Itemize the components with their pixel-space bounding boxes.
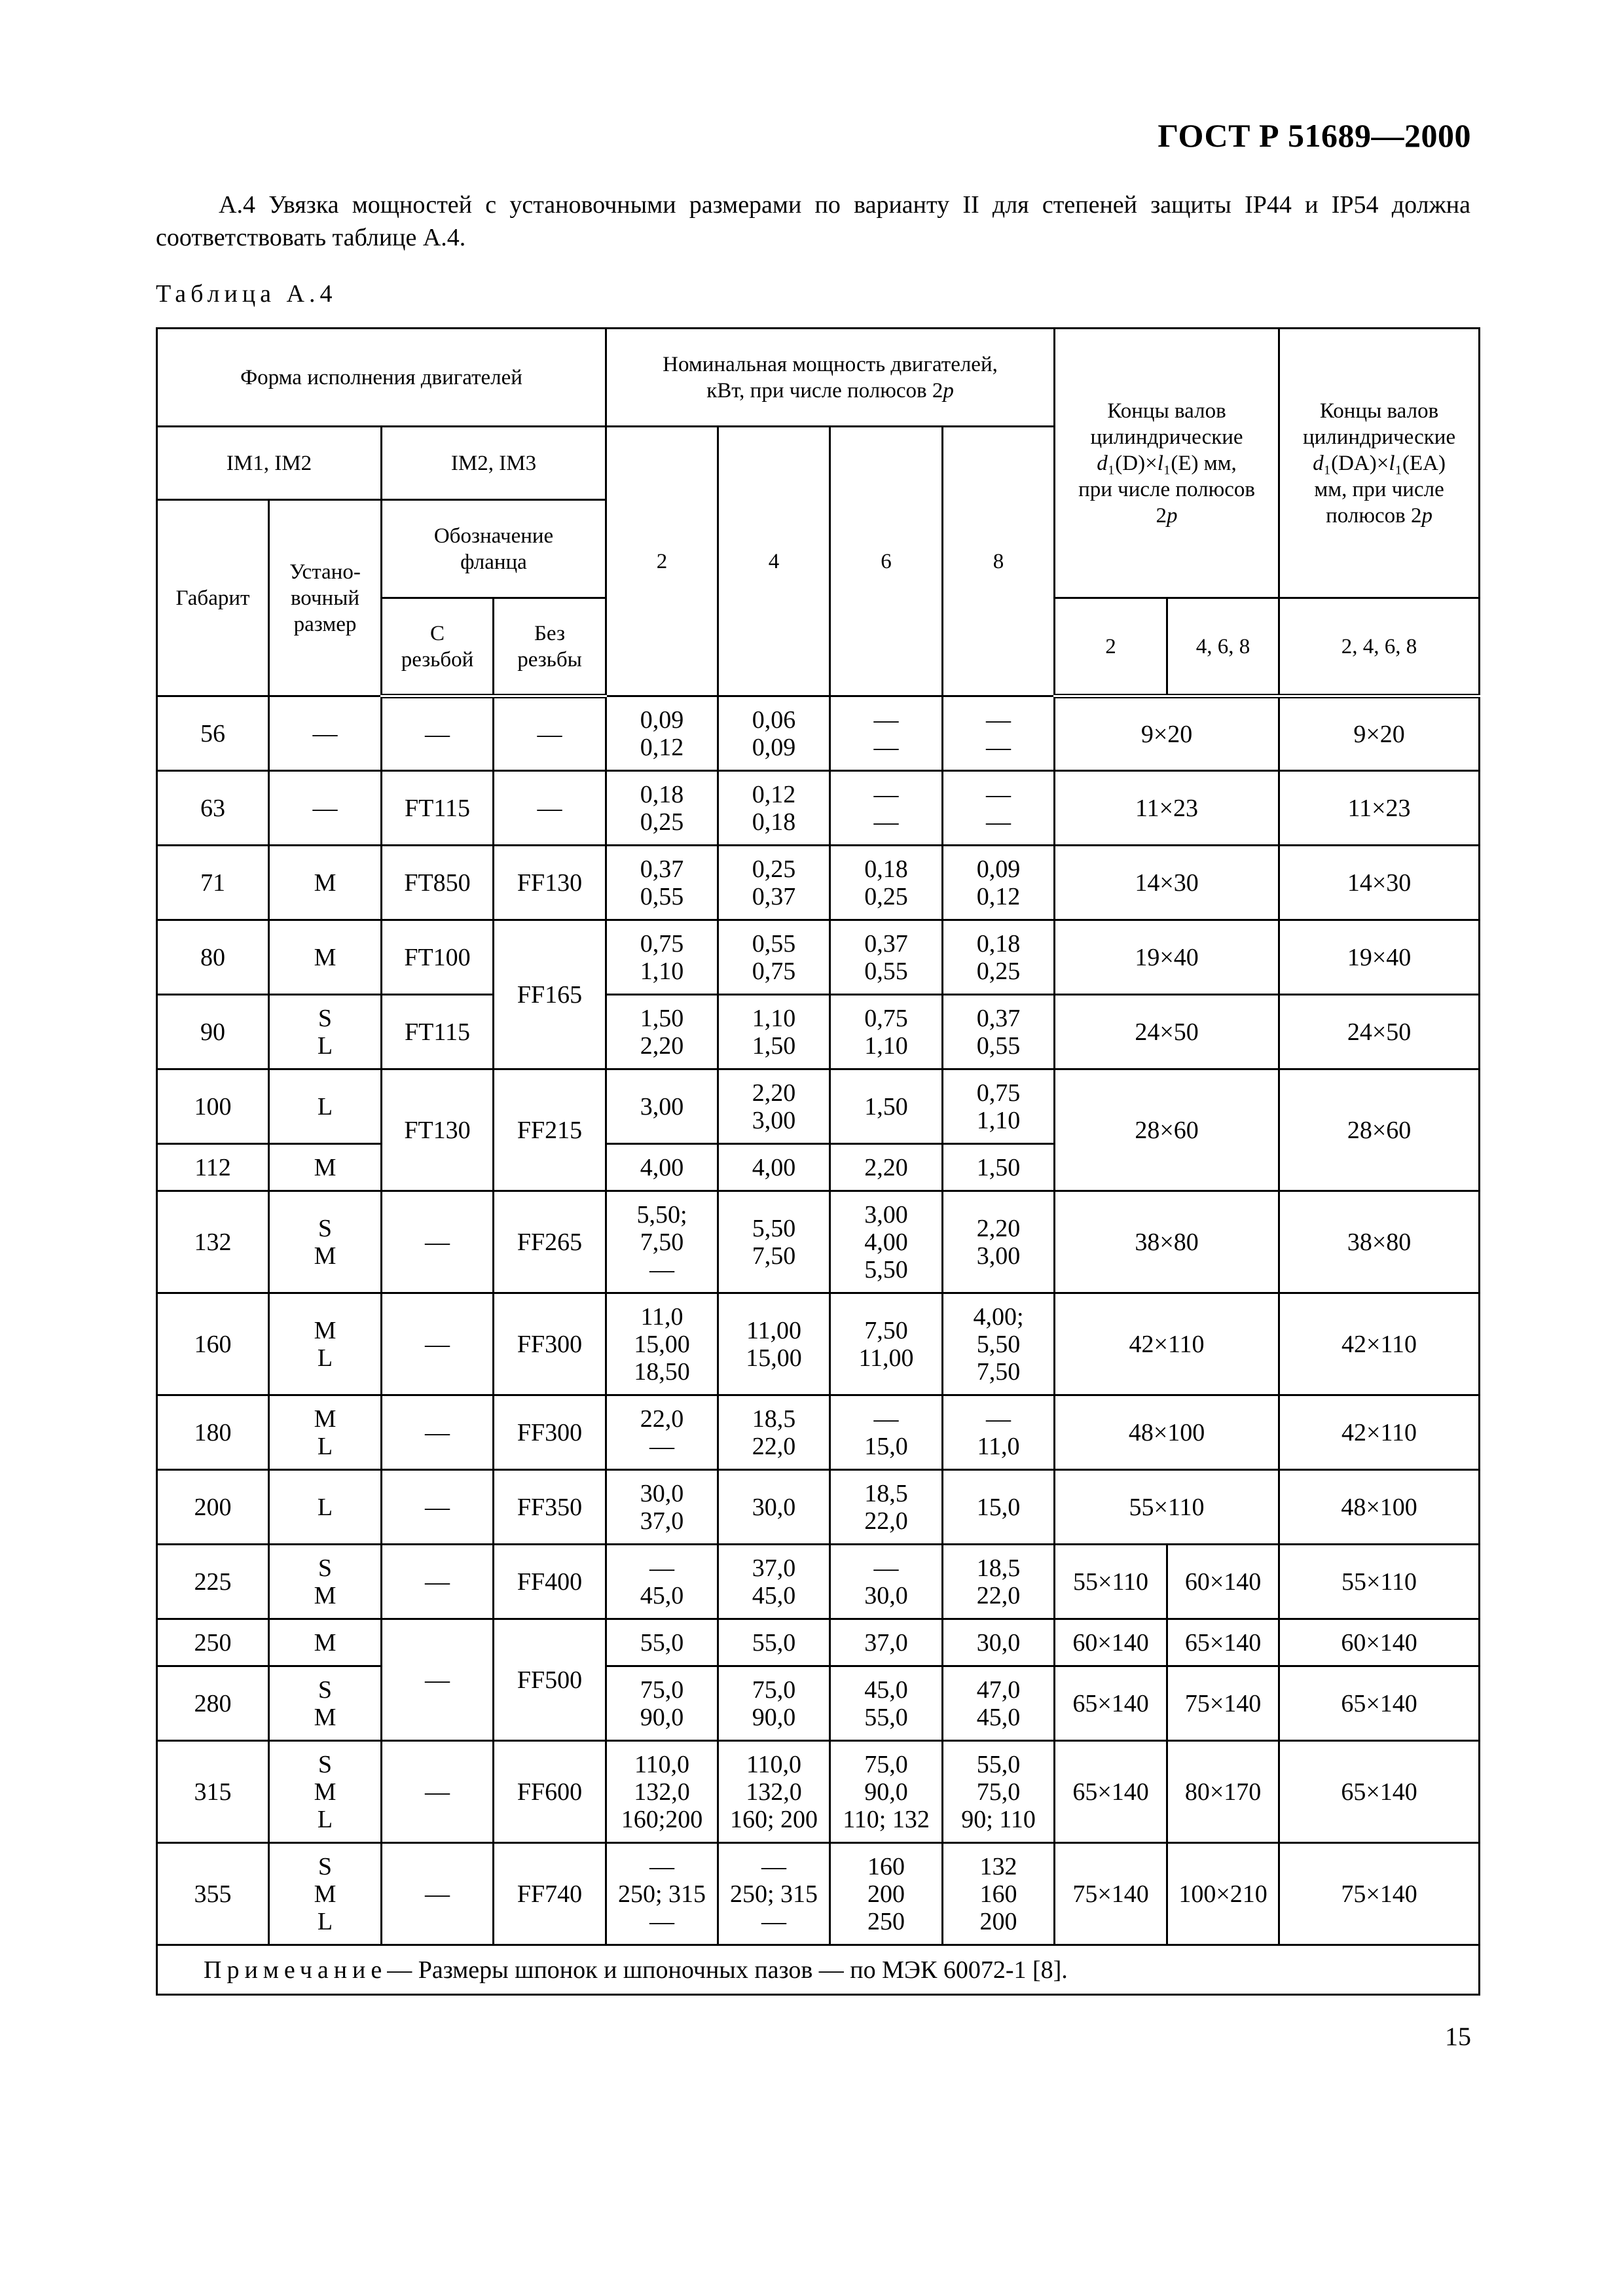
cell-shaft-d: 28×60 [1055, 1069, 1279, 1191]
cell-size: S M [269, 1666, 382, 1741]
cell-size: L [269, 1470, 382, 1545]
cell-p4: 2,20 3,00 [718, 1069, 830, 1144]
cell-shaft-d: 24×50 [1055, 995, 1279, 1069]
table-row [157, 1293, 1480, 1395]
cell-p8: 18,5 22,0 [943, 1545, 1055, 1619]
cell-ff: FF265 [494, 1191, 606, 1293]
cell-p8: — — [943, 696, 1055, 771]
cell-shaft-da: 11×23 [1279, 771, 1480, 846]
cell-p8: 2,20 3,00 [943, 1191, 1055, 1293]
cell-p6: 160 200 250 [830, 1843, 943, 1945]
cell-p2: 1,50 2,20 [606, 995, 718, 1069]
cell-gabarit: 180 [157, 1395, 269, 1470]
cell-shaft-d: 11×23 [1055, 771, 1279, 846]
table-row [157, 696, 1480, 771]
cell-shaft-da: 28×60 [1279, 1069, 1480, 1191]
power-table [156, 327, 1480, 1996]
cell-size: S M L [269, 1843, 382, 1945]
cell-p2: 0,37 0,55 [606, 846, 718, 920]
cell-p2: 0,75 1,10 [606, 920, 718, 995]
cell-p6: — — [830, 696, 943, 771]
cell-ft: — [382, 1293, 494, 1395]
table-row [157, 1470, 1480, 1545]
cell-size: — [269, 771, 382, 846]
cell-ff: FF300 [494, 1395, 606, 1470]
cell-size: M [269, 1144, 382, 1191]
cell-gabarit: 280 [157, 1666, 269, 1741]
cell-ff: FF600 [494, 1741, 606, 1843]
table-row [157, 1741, 1480, 1843]
table-note-row [157, 1945, 1480, 1995]
header-shaft-da: Концы валов цилиндрические d₁(DA)×l₁(EA) мм, при числе полюсов 2p [1279, 329, 1480, 598]
cell-gabarit: 71 [157, 846, 269, 920]
cell-ft: — [382, 1395, 494, 1470]
cell-size: — [269, 696, 382, 771]
header-gabarit: Габарит [157, 500, 269, 696]
cell-ff: FF740 [494, 1843, 606, 1945]
header-power: Номинальная мощность двигателей, кВт, при числе полюсов 2p [606, 329, 1055, 427]
cell-gabarit: 200 [157, 1470, 269, 1545]
cell-p6: 18,5 22,0 [830, 1470, 943, 1545]
cell-p2: 0,09 0,12 [606, 696, 718, 771]
table-row [157, 995, 1480, 1069]
cell-p2: 3,00 [606, 1069, 718, 1144]
cell-shaft-d: 38×80 [1055, 1191, 1279, 1293]
cell-p4: 4,00 [718, 1144, 830, 1191]
cell-ff: FF215 [494, 1069, 606, 1191]
cell-p2: — 45,0 [606, 1545, 718, 1619]
cell-p4: 110,0 132,0 160; 200 [718, 1741, 830, 1843]
cell-p4: 11,00 15,00 [718, 1293, 830, 1395]
cell-ft: FT850 [382, 846, 494, 920]
cell-ff: — [494, 696, 606, 771]
cell-p6: 0,37 0,55 [830, 920, 943, 995]
page-number: 15 [1445, 2022, 1471, 2051]
header-flange: Обозначение фланца [382, 500, 606, 598]
header-poles-2: 2 [606, 427, 718, 696]
cell-shaft-da: 75×140 [1279, 1843, 1480, 1945]
cell-p4: 1,10 1,50 [718, 995, 830, 1069]
cell-shaft-d: 9×20 [1055, 696, 1279, 771]
cell-shaft-d: 42×110 [1055, 1293, 1279, 1395]
cell-gabarit: 100 [157, 1069, 269, 1144]
header-shaft-d: Концы валов цилиндрические d₁(D)×l₁(E) мм, при числе полюсов 2p [1055, 329, 1279, 598]
cell-p4: 0,06 0,09 [718, 696, 830, 771]
cell-p4: 5,50 7,50 [718, 1191, 830, 1293]
cell-ff: FF500 [494, 1619, 606, 1741]
header-with-thread: С резьбой [382, 598, 494, 696]
header-shaft-poles-2468: 2, 4, 6, 8 [1279, 598, 1480, 696]
cell-p6: 1,50 [830, 1069, 943, 1144]
cell-shaft-d-468: 100×210 [1167, 1843, 1279, 1945]
paragraph-a4 [156, 188, 1470, 254]
cell-shaft-da: 60×140 [1279, 1619, 1480, 1666]
cell-ff: — [494, 771, 606, 846]
cell-p2: 75,0 90,0 [606, 1666, 718, 1741]
header-poles-4: 4 [718, 427, 830, 696]
cell-size: M [269, 920, 382, 995]
header-shaft-poles-2: 2 [1055, 598, 1167, 696]
header-poles-6: 6 [830, 427, 943, 696]
note-label: Примечание [204, 1956, 388, 1984]
cell-shaft-da: 65×140 [1279, 1741, 1480, 1843]
cell-shaft-da: 14×30 [1279, 846, 1480, 920]
cell-shaft-da: 42×110 [1279, 1293, 1480, 1395]
cell-ff: FF130 [494, 846, 606, 920]
cell-ft: — [382, 1470, 494, 1545]
cell-p8: 0,18 0,25 [943, 920, 1055, 995]
cell-p6: 45,0 55,0 [830, 1666, 943, 1741]
note-text: — Размеры шпонок и шпоночных пазов — по МЭК 60072-1 [8]. [387, 1956, 1068, 1984]
cell-shaft-da: 19×40 [1279, 920, 1480, 995]
cell-p8: 55,0 75,0 90; 110 [943, 1741, 1055, 1843]
table-row [157, 1069, 1480, 1144]
cell-gabarit: 160 [157, 1293, 269, 1395]
cell-p4: 55,0 [718, 1619, 830, 1666]
cell-ft: — [382, 696, 494, 771]
table-row [157, 1395, 1480, 1470]
cell-shaft-d-468: 75×140 [1167, 1666, 1279, 1741]
cell-ft: FT130 [382, 1069, 494, 1191]
cell-shaft-d-2: 75×140 [1055, 1843, 1167, 1945]
cell-gabarit: 315 [157, 1741, 269, 1843]
cell-ft: — [382, 1191, 494, 1293]
cell-p2: 5,50; 7,50 — [606, 1191, 718, 1293]
cell-size: S M [269, 1545, 382, 1619]
cell-shaft-d: 48×100 [1055, 1395, 1279, 1470]
cell-size: S M [269, 1191, 382, 1293]
cell-p4: 37,0 45,0 [718, 1545, 830, 1619]
cell-gabarit: 132 [157, 1191, 269, 1293]
header-poles-8: 8 [943, 427, 1055, 696]
cell-p6: 37,0 [830, 1619, 943, 1666]
cell-p8: 132 160 200 [943, 1843, 1055, 1945]
cell-size: S M L [269, 1741, 382, 1843]
cell-p4: — 250; 315 — [718, 1843, 830, 1945]
cell-p8: 30,0 [943, 1619, 1055, 1666]
header-im12: IM1, IM2 [157, 427, 382, 500]
cell-p8: — — [943, 771, 1055, 846]
table-note [157, 1945, 1480, 1995]
cell-shaft-d-468: 60×140 [1167, 1545, 1279, 1619]
cell-p8: — 11,0 [943, 1395, 1055, 1470]
cell-p2: 110,0 132,0 160;200 [606, 1741, 718, 1843]
cell-p6: — 30,0 [830, 1545, 943, 1619]
cell-shaft-d: 19×40 [1055, 920, 1279, 995]
cell-size: L [269, 1069, 382, 1144]
cell-ft: FT100 [382, 920, 494, 995]
cell-ft: — [382, 1843, 494, 1945]
cell-size: M L [269, 1293, 382, 1395]
cell-shaft-d: 14×30 [1055, 846, 1279, 920]
cell-gabarit: 250 [157, 1619, 269, 1666]
cell-ft: — [382, 1545, 494, 1619]
table-row [157, 1843, 1480, 1945]
cell-gabarit: 355 [157, 1843, 269, 1945]
table-row [157, 846, 1480, 920]
table-row [157, 1545, 1480, 1619]
cell-gabarit: 225 [157, 1545, 269, 1619]
paragraph-text: А.4 Увязка мощностей с установочными размерами по варианту II для степеней защиты IP44 и IP54 должна соответствовать таблице А.4. [156, 191, 1470, 251]
cell-ff: FF400 [494, 1545, 606, 1619]
cell-p4: 0,25 0,37 [718, 846, 830, 920]
cell-p2: 11,0 15,00 18,50 [606, 1293, 718, 1395]
cell-p2: 30,0 37,0 [606, 1470, 718, 1545]
cell-gabarit: 56 [157, 696, 269, 771]
cell-ft: FT115 [382, 771, 494, 846]
cell-shaft-d-468: 65×140 [1167, 1619, 1279, 1666]
cell-p8: 15,0 [943, 1470, 1055, 1545]
cell-gabarit: 80 [157, 920, 269, 995]
cell-gabarit: 63 [157, 771, 269, 846]
cell-shaft-d: 55×110 [1055, 1470, 1279, 1545]
cell-shaft-da: 42×110 [1279, 1395, 1480, 1470]
cell-p2: 4,00 [606, 1144, 718, 1191]
cell-p2: — 250; 315 — [606, 1843, 718, 1945]
cell-ff: FF350 [494, 1470, 606, 1545]
cell-p8: 1,50 [943, 1144, 1055, 1191]
cell-p4: 0,55 0,75 [718, 920, 830, 995]
cell-ff: FF300 [494, 1293, 606, 1395]
cell-shaft-d-468: 80×170 [1167, 1741, 1279, 1843]
cell-p6: 3,00 4,00 5,50 [830, 1191, 943, 1293]
cell-size: S L [269, 995, 382, 1069]
header-shaft-poles-468: 4, 6, 8 [1167, 598, 1279, 696]
header-install-size: Устано- вочный размер [269, 500, 382, 696]
cell-p6: — — [830, 771, 943, 846]
cell-p6: — 15,0 [830, 1395, 943, 1470]
cell-p6: 7,50 11,00 [830, 1293, 943, 1395]
cell-p4: 0,12 0,18 [718, 771, 830, 846]
cell-gabarit: 90 [157, 995, 269, 1069]
cell-p4: 18,5 22,0 [718, 1395, 830, 1470]
cell-shaft-d-2: 65×140 [1055, 1666, 1167, 1741]
cell-ft: FT115 [382, 995, 494, 1069]
cell-shaft-da: 55×110 [1279, 1545, 1480, 1619]
cell-p4: 75,0 90,0 [718, 1666, 830, 1741]
header-no-thread: Без резьбы [494, 598, 606, 696]
cell-p4: 30,0 [718, 1470, 830, 1545]
document-code: ГОСТ Р 51689—2000 [1158, 117, 1471, 154]
cell-p6: 0,75 1,10 [830, 995, 943, 1069]
cell-gabarit: 112 [157, 1144, 269, 1191]
table-caption: Таблица А.4 [156, 280, 337, 308]
cell-ff: FF165 [494, 920, 606, 1069]
cell-ft: — [382, 1741, 494, 1843]
cell-shaft-d-2: 60×140 [1055, 1619, 1167, 1666]
cell-shaft-da: 65×140 [1279, 1666, 1480, 1741]
table-row [157, 1619, 1480, 1666]
cell-p6: 0,18 0,25 [830, 846, 943, 920]
header-im23: IM2, IM3 [382, 427, 606, 500]
cell-p2: 22,0 — [606, 1395, 718, 1470]
cell-p8: 0,09 0,12 [943, 846, 1055, 920]
cell-p8: 0,37 0,55 [943, 995, 1055, 1069]
cell-p2: 0,18 0,25 [606, 771, 718, 846]
cell-size: M L [269, 1395, 382, 1470]
cell-p2: 55,0 [606, 1619, 718, 1666]
cell-ft: — [382, 1619, 494, 1741]
cell-shaft-da: 9×20 [1279, 696, 1480, 771]
cell-p8: 4,00; 5,50 7,50 [943, 1293, 1055, 1395]
table-row [157, 1191, 1480, 1293]
cell-shaft-da: 24×50 [1279, 995, 1480, 1069]
header-form: Форма исполнения двигателей [157, 329, 606, 427]
cell-size: M [269, 846, 382, 920]
cell-p6: 2,20 [830, 1144, 943, 1191]
cell-size: M [269, 1619, 382, 1666]
cell-shaft-d-2: 55×110 [1055, 1545, 1167, 1619]
table-row [157, 1666, 1480, 1741]
cell-p8: 47,0 45,0 [943, 1666, 1055, 1741]
cell-shaft-d-2: 65×140 [1055, 1741, 1167, 1843]
cell-shaft-da: 48×100 [1279, 1470, 1480, 1545]
cell-p6: 75,0 90,0 110; 132 [830, 1741, 943, 1843]
cell-p8: 0,75 1,10 [943, 1069, 1055, 1144]
table-row [157, 771, 1480, 846]
table-row [157, 920, 1480, 995]
cell-shaft-da: 38×80 [1279, 1191, 1480, 1293]
